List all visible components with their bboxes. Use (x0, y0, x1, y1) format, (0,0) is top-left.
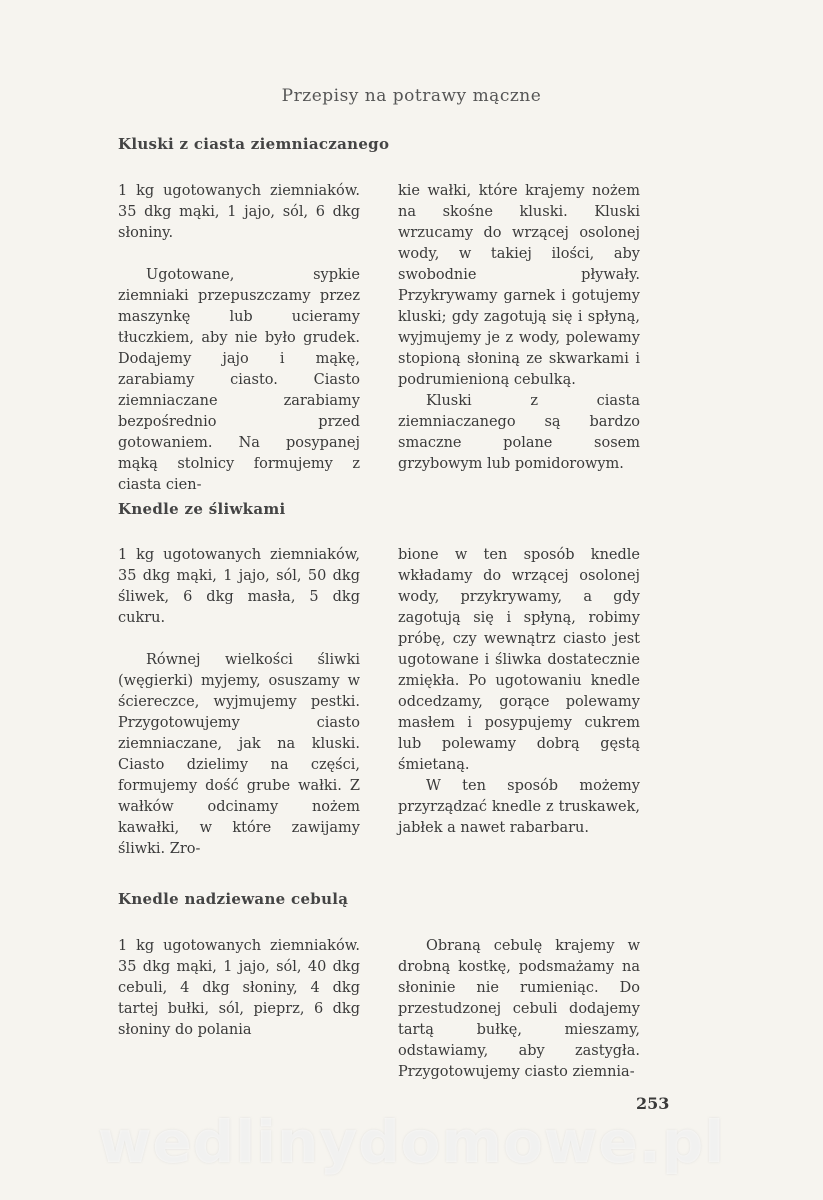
paragraph: Obraną cebulę krajemy w drobną kostkę, podsmażamy na słoninie nie rumieniąc. Do przestudzonej cebuli dodajemy tartą bułkę, mieszamy, odstawiamy, aby zastygła. Przygotowujemy ciasto ziemnia- (398, 938, 640, 1080)
section-knedle-sliwki-right-column (398, 545, 640, 839)
section-title-knedle-sliwki: Knedle ze śliwkami (118, 500, 286, 518)
paragraph: Kluski z ciasta ziemniaczanego są bardzo smaczne polane sosem grzybowym lub pomidorowym. (398, 393, 640, 472)
paragraph: Ugotowane, sypkie ziemniaki przepuszczamy przez maszynkę lub ucieramy tłuczkiem, aby nie było grudek. Dodajemy jajo i mąkę, zarabiamy ciasto. Ciasto ziemniaczane zarabiamy bezpośrednio przed gotowaniem. Na posypanej mąką stolnicy formujemy z ciasta cien- (118, 267, 360, 493)
section-kluski-right-column (398, 181, 640, 475)
paragraph: Równej wielkości śliwki (węgierki) myjemy, osuszamy w ściereczce, wyjmujemy pestki. Przygotowujemy ciasto ziemniaczane, jak na kluski. Ciasto dzielimy na części, formujemy dość grube wałki. Z wałków odcinamy nożem kawałki, w które zawijamy śliwki. Zro- (118, 652, 360, 857)
paragraph: W ten sposób możemy przyrządzać knedle z truskawek, jabłek a nawet rabarbaru. (398, 778, 640, 836)
page-header: Przepisy na potrawy mączne (281, 86, 542, 106)
ingredients-knedle-cebula: 1 kg ugotowanych ziemniaków. 35 dkg mąki, 1 jajo, sól, 40 dkg cebuli, 4 dkg słoniny, 4 dkg tartej bułki, sól, pieprz, 6 dkg słoniny do polania (118, 938, 360, 1038)
section-title-knedle-cebula: Knedle nadziewane cebulą (118, 890, 349, 908)
section-title-kluski: Kluski z ciasta ziemniaczanego (118, 135, 390, 153)
paragraph: kie wałki, które krajemy nożem na skośne kluski. Kluski wrzucamy do wrzącej osolonej wody, w takiej ilości, aby swobodnie pływały. Przykrywamy garnek i gotujemy kluski; gdy zagotują się i spłyną, wyjmujemy je z wody, polewamy stopioną słoniną ze skwarkami i podrumienioną cebulką. (398, 183, 640, 388)
section-knedle-sliwki-left-column (118, 545, 360, 860)
paragraph: bione w ten sposób knedle wkładamy do wrzącej osolonej wody, przykrywamy, a gdy zagotują się i spłyną, robimy próbę, czy wewnątrz ciasto jest ugotowane i śliwka dostatecznie zmiękła. Po ugotowaniu knedle odcedzamy, gorące polewamy masłem i posypujemy cukrem lub polewamy dobrą gęstą śmietaną. (398, 547, 640, 773)
ingredients-knedle-sliwki: 1 kg ugotowanych ziemniaków, 35 dkg mąki, 1 jajo, sól, 50 dkg śliwek, 6 dkg masła, 5 dkg cukru. (118, 547, 360, 626)
ingredients-kluski: 1 kg ugotowanych ziemniaków. 35 dkg mąki, 1 jajo, sól, 6 dkg słoniny. (118, 183, 360, 241)
section-knedle-cebula-right-column (398, 936, 640, 1083)
section-knedle-cebula-left-column (118, 936, 360, 1041)
watermark: wedlinydomowe.pl (97, 1108, 726, 1176)
section-kluski-left-column (118, 181, 360, 496)
page-number: 253 (636, 1094, 670, 1113)
